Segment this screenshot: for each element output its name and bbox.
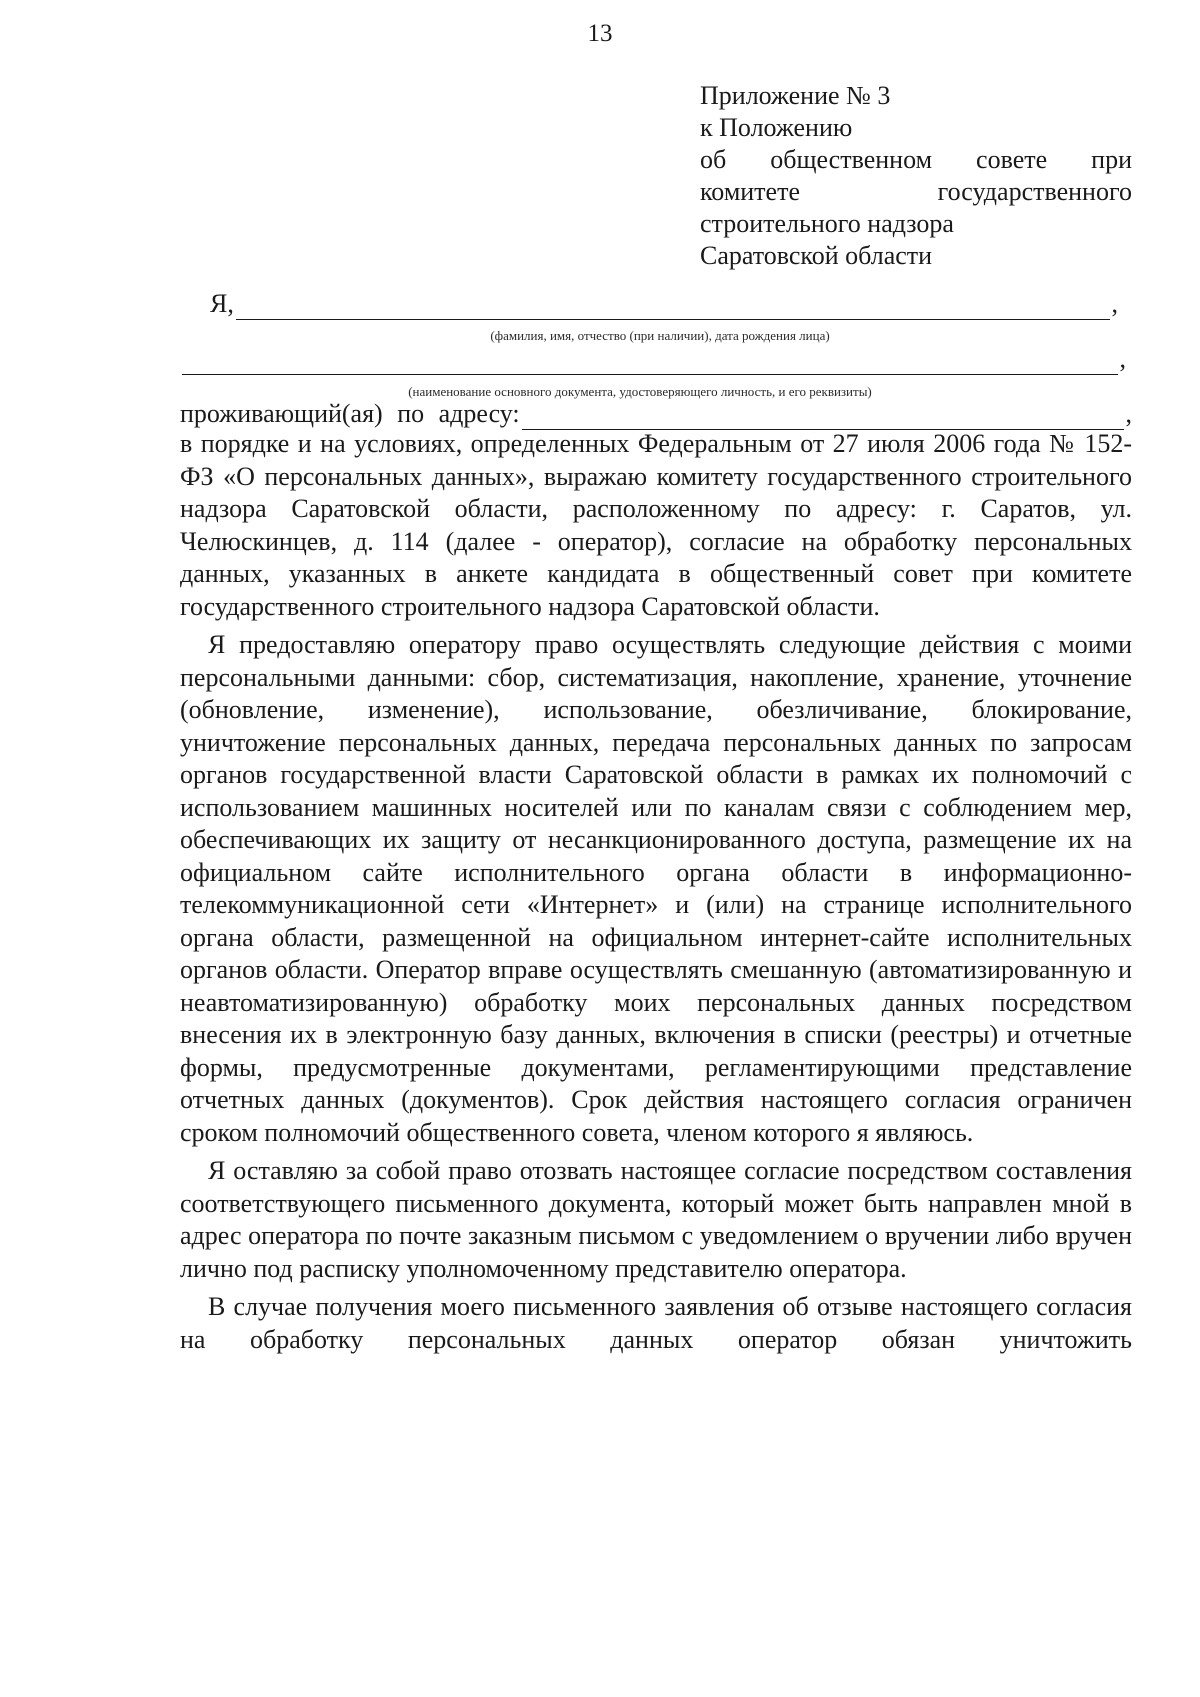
- document-field-row: [180, 343, 1126, 375]
- appendix-line-5: строительного надзора: [700, 209, 954, 238]
- page-number: 13: [587, 20, 613, 47]
- address-comma: ,: [1125, 399, 1132, 428]
- address-label: проживающий(ая) по адресу:: [180, 399, 520, 428]
- name-comma: ,: [1111, 289, 1118, 318]
- appendix-line-2: к Положению: [700, 113, 853, 142]
- name-caption: (фамилия, имя, отчество (при наличии), дата рождения лица): [490, 328, 830, 343]
- address-field-row: [180, 398, 1132, 430]
- appendix-line-4: комитете государственного: [700, 177, 1132, 206]
- paragraph-withdrawal: В случае получения моего письменного заявления об отзыве настоящего согласия на обработку персональных данных оператор обязан уничтожить: [180, 1292, 1132, 1354]
- appendix-line-3: об общественном совете при: [700, 145, 1132, 174]
- paragraph-revocation: Я оставляю за собой право отозвать настоящее согласие посредством составления соответствующего письменного документа, который может быть направлен мной в адрес оператора по почте заказным письмом с уведомлением о вручении либо вручен лично под расписку уполномоченному представителю оператора.: [180, 1156, 1132, 1283]
- address-fill-line[interactable]: [522, 405, 1124, 430]
- document-comma: ,: [1119, 344, 1126, 373]
- paragraph-consent: в порядке и на условиях, определенных Федеральным от 27 июля 2006 года № 152-ФЗ «О персональных данных», выражаю комитету государственного строительного надзора Саратовской области, расположенному по адресу: г. Саратов, ул. Челюскинцев, д. 114 (далее - оператор), согласие на обработку персональных данных, указанных в анкете кандидата в общественный совет при комитете государственного строительного надзора Саратовской области.: [180, 429, 1132, 621]
- paragraph-rights: Я предоставляю оператору право осуществлять следующие действия с моими персональными данными: сбор, систематизация, накопление, хранение, уточнение (обновление, изменение), использование, обезличивание, блокирование, уничтожение персональных данных, передача персональных данных по запросам органов государственной власти Саратовской области в рамках их полномочий с использованием машинных носителей или по каналам связи с соблюдением мер, обеспечивающих их защиту от несанкционированного доступа, размещение их на официальном сайте исполнительного органа области в информационно-телекоммуникационной сети «Интернет» и (или) на странице исполнительного органа области, размещенной на официальном интернет-сайте исполнительных органов области. Оператор вправе осуществлять смешанную (автоматизированную и неавтоматизированную) обработку моих персональных данных посредством внесения их в электронную базу данных, включения в списки (реестры) и отчетные формы, предусмотренные документами, регламентирующими представление отчетных данных (документов). Срок действия настоящего согласия ограничен сроком полномочий общественного совета, членом которого я являюсь.: [180, 630, 1132, 1147]
- name-field-row: [210, 288, 1118, 320]
- document-caption: (наименование основного документа, удостоверяющего личность, и его реквизиты): [408, 384, 872, 399]
- consent-body: [180, 428, 1132, 1356]
- name-fill-line[interactable]: [236, 295, 1110, 320]
- appendix-line-6: Саратовской области: [700, 241, 933, 270]
- appendix-header: [700, 80, 1132, 272]
- document-fill-line[interactable]: [182, 350, 1118, 375]
- ya-label: Я,: [210, 289, 234, 318]
- appendix-line-1: Приложение № 3: [700, 81, 891, 110]
